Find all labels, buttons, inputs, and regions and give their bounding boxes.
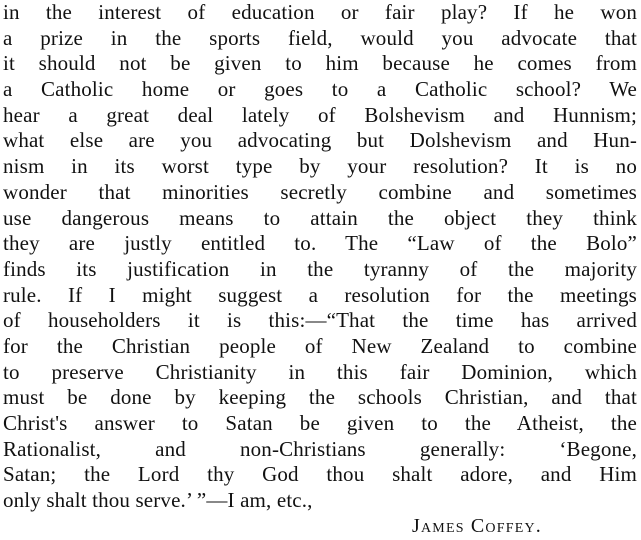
text-line: in the interest of education or fair play? If he won xyxy=(3,0,637,24)
text-line: Rationalist, and non-Christians generally: ‘Begone, xyxy=(3,436,637,461)
text-line: wonder that minorities secretly combine and sometimes xyxy=(3,179,637,204)
text-line: it should not be given to him because he comes from xyxy=(3,51,637,76)
text-line: to preserve Christianity in this fair Dominion, which xyxy=(3,359,637,384)
text-line: only shalt thou serve.’ ”—I am, etc., xyxy=(3,488,313,513)
text-line: of householders it is this:—“That the time has arrived xyxy=(3,308,637,333)
text-line: hear a great deal lately of Bolshevism and Hunnism; xyxy=(3,102,637,127)
text-line: rule. If I might suggest a resolution for the meetings xyxy=(3,282,637,307)
text-line: they are justly entitled to. The “Law of the Bolo” xyxy=(3,231,637,256)
text-line: what else are you advocating but Dolshevism and Hun- xyxy=(3,128,637,153)
letter-body xyxy=(3,0,637,514)
text-line: Satan; the Lord thy God thou shalt adore, and Him xyxy=(3,462,637,487)
text-line: use dangerous means to attain the object they think xyxy=(3,205,637,230)
text-line: for the Christian people of New Zealand to combine xyxy=(3,333,637,358)
text-line: a prize in the sports field, would you advocate that xyxy=(3,25,637,50)
text-line: nism in its worst type by your resolution? It is no xyxy=(3,154,637,179)
text-line: a Catholic home or goes to a Catholic school? We xyxy=(3,77,637,102)
text-line: must be done by keeping the schools Christian, and that xyxy=(3,385,637,410)
text-line: finds its justification in the tyranny of the majority xyxy=(3,256,637,281)
text-line: Christ's answer to Satan be given to the Atheist, the xyxy=(3,411,637,435)
signature: James Coffey. xyxy=(412,515,542,537)
